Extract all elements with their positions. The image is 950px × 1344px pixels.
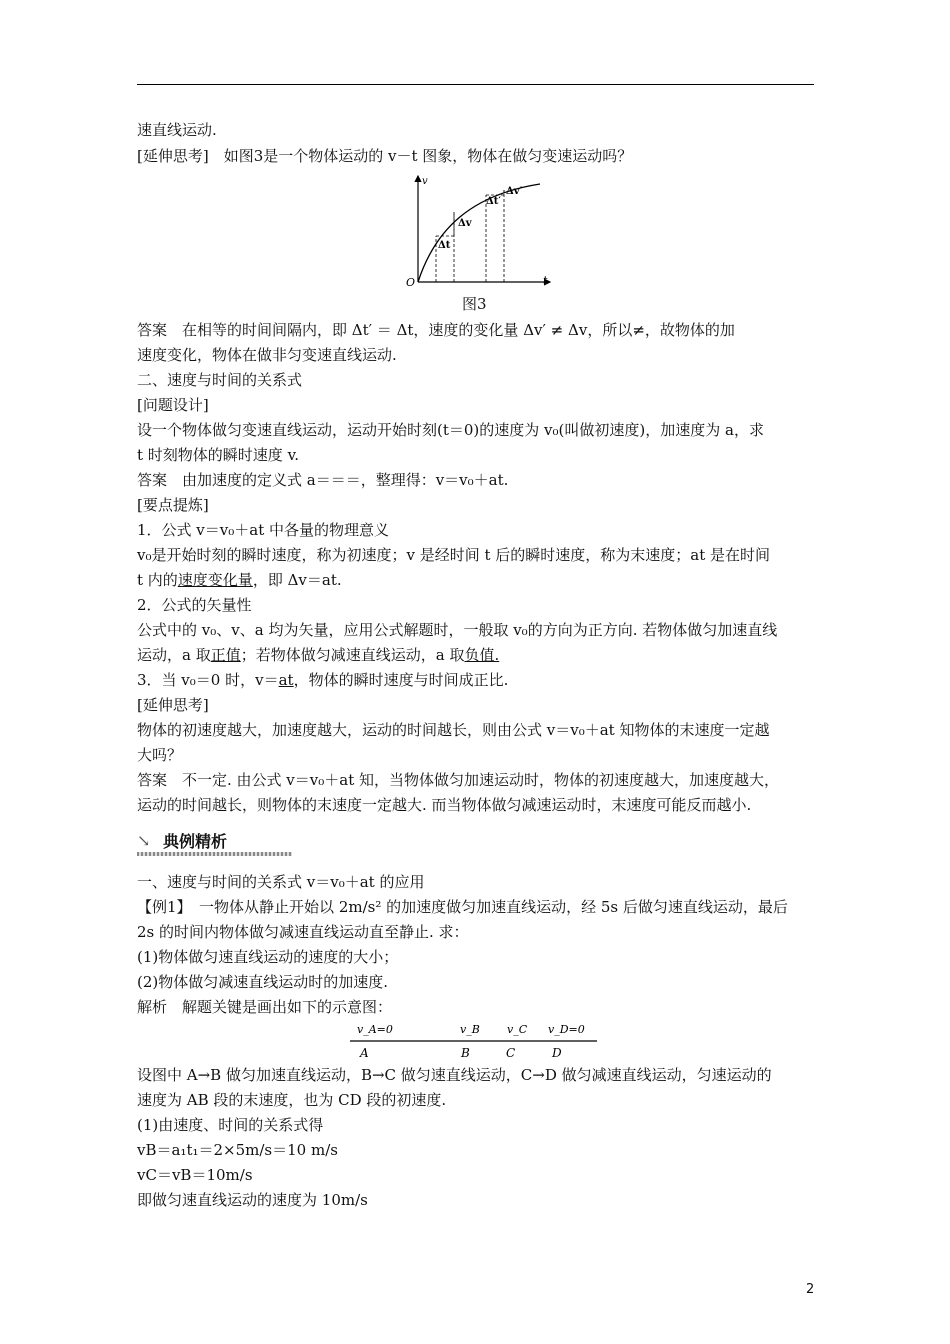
text-line: [延伸思考] 如图3是一个物体运动的 v－t 图象，物体在做匀变速运动吗？ [137,147,633,165]
figure-caption: 图3 [462,295,487,313]
text-line: 2s 的时间内物体做匀减速直线运动直至静止. 求： [137,923,469,941]
point-D: D [552,1046,562,1060]
text-line: t 时刻物体的瞬时速度 v. [137,446,300,464]
text-line: 运动，a 取正值；若物体做匀减速直线运动，a 取负值. [137,646,500,664]
text-line: 物体的初速度越大，加速度越大，运动的时间越长，则由公式 v＝v₀＋at 知物体的末速度一定越 [137,721,770,739]
label-vA: v_A=0 [357,1023,393,1036]
vt-curve [418,184,540,282]
arrow-icon: ↘ [137,831,151,850]
section-header [137,829,292,857]
text-line: t 内的速度变化量，即 Δv＝at. [137,571,342,589]
text-line: vB＝a₁t₁＝2×5m/s＝10 m/s [137,1141,338,1159]
text-line: 答案 在相等的时间间隔内，即 Δt′ ＝ Δt，速度的变化量 Δv′ ≠ Δv，所以≠，故物体的加 [137,321,735,339]
text-line: 即做匀速直线运动的速度为 10m/s [137,1191,368,1209]
figure-3-vt-graph [400,170,560,290]
page-number: 2 [806,1282,815,1297]
text-line: 1．公式 v＝v₀＋at 中各量的物理意义 [137,521,390,539]
text-line: 解析 解题关键是画出如下的示意图： [137,998,393,1016]
y-axis-label: v [422,176,428,187]
text-line: [延伸思考] [137,696,209,714]
text-line: 【例1】 一物体从静止开始以 2m/s² 的加速度做匀加速直线运动，经 5s 后做匀速直线运动，最后 [137,898,788,916]
origin-label: O [406,276,416,289]
delta-v-prime-label: Δv′ [506,186,523,197]
text-line: (1)由速度、时间的关系式得 [137,1116,324,1134]
label-vD: v_D=0 [548,1023,585,1036]
label-vC: v_C [507,1023,528,1036]
text-line: [要点提炼] [137,496,209,514]
label-vB: v_B [460,1023,480,1036]
text-line: 答案 不一定. 由公式 v＝v₀＋at 知，当物体做匀加速运动时，物体的初速度越大，加速度越大， [137,771,780,789]
delta-t-label: Δt [438,240,451,251]
text-line: 公式中的 v₀、v、a 均为矢量，应用公式解题时，一般取 v₀的方向为正方向. 若物体做匀加速直线 [137,621,778,639]
text-line: 设图中 A→B 做匀加速直线运动，B→C 做匀速直线运动，C→D 做匀减速直线运动，匀速运动的 [137,1066,772,1084]
delta-v-label: Δv [458,218,472,229]
text-line: (2)物体做匀减速直线运动时的加速度. [137,973,389,991]
text-line: 运动的时间越长，则物体的末速度一定越大. 而当物体做匀减速运动时，末速度可能反而越小. [137,796,752,814]
section-heading: 二、速度与时间的关系式 [137,371,303,389]
text-line: 2．公式的矢量性 [137,596,252,614]
section-header-bar [137,852,292,856]
point-C: C [506,1046,516,1060]
text-line: 3．当 v₀＝0 时，v＝at，物体的瞬时速度与时间成正比. [137,671,509,689]
text-line: 速度为 AB 段的末速度，也为 CD 段的初速度. [137,1091,447,1109]
motion-diagram [345,1019,605,1061]
delta-t-prime-label: Δt′ [486,196,502,207]
text-line: [问题设计] [137,396,209,414]
text-line: 速度变化，物体在做非匀变速直线运动. [137,346,397,364]
point-B: B [461,1046,470,1060]
section-header-title: 典例精析 [163,832,228,851]
header-rule [137,84,814,85]
point-A: A [360,1046,369,1060]
text-line: vC＝vB＝10m/s [137,1166,253,1184]
text-line: 设一个物体做匀变速直线运动，运动开始时刻(t＝0)的速度为 v₀(叫做初速度)，加速度为 a，求 [137,421,764,439]
text-line: 大吗？ [137,746,183,764]
text-line: 一、速度与时间的关系式 v＝v₀＋at 的应用 [137,873,425,891]
text-line: 答案 由加速度的定义式 a＝＝＝，整理得：v＝v₀＋at. [137,471,509,489]
x-axis-label: t [543,274,548,287]
text-line: (1)物体做匀速直线运动的速度的大小； [137,948,399,966]
text-line: v₀是开始时刻的瞬时速度，称为初速度；v 是经时间 t 后的瞬时速度，称为末速度；at 是在时间 [137,546,771,564]
text-line: 速直线运动. [137,121,217,139]
